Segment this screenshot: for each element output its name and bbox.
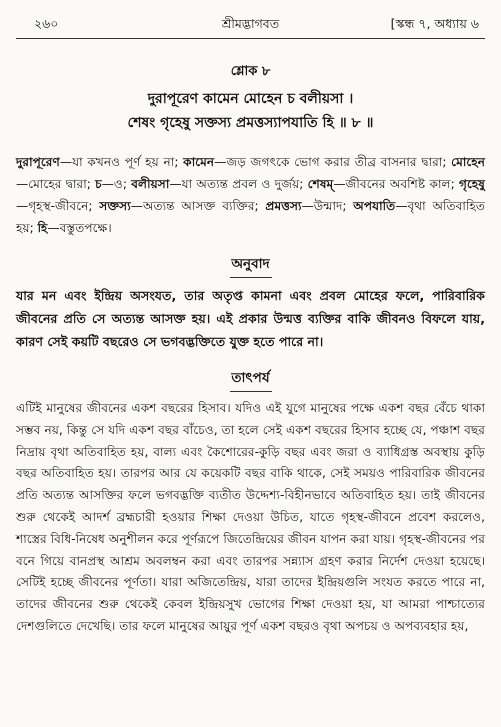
synonym-meaning: —জীবনের অবশিষ্ট কাল;: [333, 177, 459, 191]
synonym-meaning: —বস্তুতপক্ষে।: [47, 221, 112, 235]
synonym-word: বলীয়সা: [131, 177, 170, 191]
synonym-word: চ: [95, 177, 102, 191]
purport-title-underline: [230, 391, 272, 392]
translation-title-text: অনুবাদ: [231, 256, 270, 272]
synonym-meaning: —মোহের দ্বারা;: [16, 177, 96, 191]
synonym-word: গৃহেষু: [459, 177, 486, 191]
book-title: শ্রীমদ্ভাগবত: [221, 16, 280, 31]
verse-title: শ্লোক ৮: [230, 64, 271, 79]
chapter-reference: [স্কন্ধ ৭, অধ্যায় ৬: [390, 16, 479, 31]
synonym-meaning: —গৃহস্থ-জীবনে;: [16, 199, 100, 213]
synonym-meaning: —অত্যন্ত আসক্ত ব্যক্তির;: [130, 199, 266, 213]
purport-title-text: তাৎপর্য: [231, 370, 270, 386]
synonym-word: অপযাতি: [353, 199, 396, 213]
purport-text: এটিই মানুষের জীবনের একশ বছরের হিসাব। যদিও এই যুগে মানুষের পক্ষে একশ বছর বেঁচে থাকা সম্ভব নয়, কিন্তু সে যদি একশ বছর বাঁচেও, তা হলে সেই একশ বছরের হিসাব হচ্ছে যে, পঞ্চাশ বছর নিদ্রায় বৃথা অতিবাহিত হয়, বাল্য এবং কৈশোরের-কুড়ি বছর এবং জরা ও ব্যাধিগ্রস্ত অবস্থায় কুড়ি বছর অতিবাহিত হয়। তারপর আর যে কয়েকটি বছর বাকি থাকে, সেই সময়ও পারিবারিক জীবনের প্রতি অত্যন্ত আসক্তির ফলে ভগবদ্ভক্তি ব্যতীত উদ্দেশ্য-বিহীনভাবে অতিবাহিত হয়। তাই জীবনের শুরু থেকেই আদর্শ ব্রহ্মচারী হওয়ার শিক্ষা দেওয়া উচিত, যাতে গৃহস্থ-জীবনে প্রবেশ করলেও, শাস্ত্রের বিধি-নিষেধ অনুশীলন করে পূর্ণরূপে জিতেন্দ্রিয়ের জীবন যাপন করা যায়। গৃহস্থ-জীবনের পর বনে গিয়ে বানপ্রস্থ আশ্রম অবলম্বন করা এবং তারপর সন্ন্যাস গ্রহণ করার নির্দেশ দেওয়া হয়েছে। সেটিই হচ্ছে জীবনের পূর্ণতা। যারা অজিতেন্দ্রিয়, যারা তাদের ইন্দ্রিয়গুলি সংযত করতে পারে না, তাদের জীবনের শুরু থেকেই কেবল ইন্দ্রিয়সুখ ভোগের শিক্ষা দেওয়া হয়, যা আমরা পাশ্চাত্যের দেশগুলিতে দেখেছি। তার ফলে মানুষের আয়ুর পূর্ণ একশ বছরও বৃথা অপচয় ও অপব্যবহার হয়,: [16, 401, 485, 633]
synonym-word: কামেন: [183, 155, 215, 169]
synonym-word: মোহেন: [451, 155, 485, 169]
synonym-meaning: —যা অত্যন্ত প্রবল ও দুর্জয়;: [169, 177, 308, 191]
translation-title-underline: [230, 277, 272, 278]
synonym-word: শেষম্: [307, 177, 334, 191]
purport-title: [16, 367, 485, 392]
page-header: [16, 14, 485, 36]
header-rule: [16, 38, 485, 39]
page-number: ২৬০: [34, 16, 59, 31]
synonym-meaning: —জড় জগৎকে ভোগ করার তীব্র বাসনার দ্বারা;: [214, 155, 452, 169]
synonyms-paragraph: [16, 151, 485, 239]
synonym-word: প্রমত্তস্য: [265, 199, 302, 213]
verse-line-1: দুরাপূরেণ কামেন মোহেন চ বলীয়সা ।: [147, 91, 354, 107]
synonym-meaning: —ও;: [101, 177, 132, 191]
translation-title: [16, 253, 485, 278]
translation-text: যার মন এবং ইন্দ্রিয় অসংযত, তার অতৃপ্ত কামনা এবং প্রবল মোহের ফলে, পারিবারিক জীবনের প্রতি সে অত্যন্ত আসক্ত হয়। এই প্রকার উন্মত্ত ব্যক্তির বাকি জীবনও বিফলে যায়, কারণ সেই কয়টি বছরেও সে ভগবদ্ভক্তিতে যুক্ত হতে পারে না।: [16, 288, 485, 349]
synonym-meaning: —উন্মাদ;: [301, 199, 354, 213]
synonym-meaning: —বৃথা অতিবাহিত হয়;: [16, 199, 486, 235]
synonym-word: হি: [37, 221, 48, 235]
verse-text: [16, 87, 485, 135]
synonym-meaning: —যা কখনও পূর্ণ হয় না;: [59, 155, 184, 169]
verse-line-2: শেষং গৃহেষু সক্তস্য প্রমত্তস্যাপযাতি হি ॥ ৮ ॥: [127, 115, 374, 131]
synonym-word: সক্তস্য: [99, 199, 131, 213]
synonym-word: দুরাপূরেণ: [16, 155, 60, 169]
